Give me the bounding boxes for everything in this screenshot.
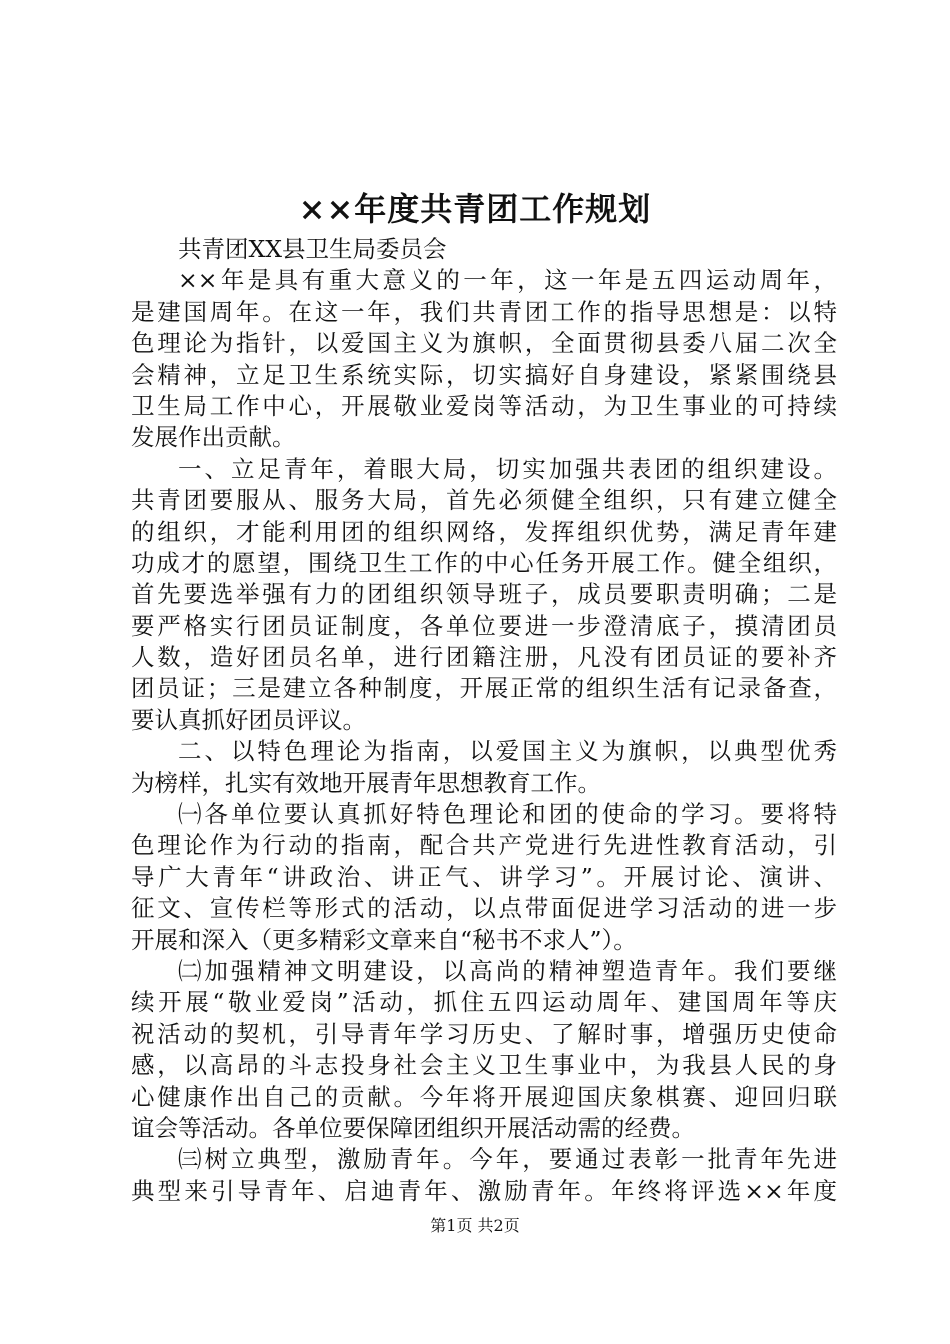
body-line: ××年是具有重大意义的一年，这一年是五四运动周年， [178,266,837,295]
body-line: ㈡加强精神文明建设，以高尚的精神塑造青年。我们要继 [178,956,837,985]
body-line: 是建国周年。在这一年，我们共青团工作的指导思想是：以特 [131,297,837,326]
document-body [131,234,837,1207]
body-line: 会精神，立足卫生系统实际，切实搞好自身建设，紧紧围绕县 [131,360,837,389]
body-line: 色理论作为行动的指南，配合共产党进行先进性教育活动，引 [131,831,837,860]
body-line: ㈢树立典型，激励青年。今年，要通过表彰一批青年先进 [178,1145,837,1174]
body-line: 人数，造好团员名单，进行团籍注册，凡没有团员证的要补齐 [131,643,837,672]
body-line: 首先要选举强有力的团组织领导班子，成员要职责明确；二是 [131,580,837,609]
body-line: 团员证；三是建立各种制度，开展正常的组织生活有记录备查， [131,674,837,703]
body-line: 为榜样，扎实有效地开展青年思想教育工作。 [131,768,601,797]
body-line: 的组织，才能利用团的组织网络，发挥组织优势，满足青年建 [131,517,837,546]
body-line: 征文、宣传栏等形式的活动，以点带面促进学习活动的进一步 [131,894,837,923]
body-line: 共青团要服从、服务大局，首先必须健全组织，只有建立健全 [131,486,837,515]
body-line: 导广大青年“讲政治、讲正气、讲学习”。开展讨论、演讲、 [131,862,837,891]
body-line: 心健康作出自己的贡献。今年将开展迎国庆象棋赛、迎回归联 [131,1082,837,1111]
body-line: 要严格实行团员证制度，各单位要进一步澄清底子，摸清团员 [131,611,837,640]
page-footer: 第1页 共2页 [430,1216,520,1235]
body-line: ㈠各单位要认真抓好特色理论和团的使命的学习。要将特 [178,800,837,829]
body-line: 色理论为指针，以爱国主义为旗帜，全面贯彻县委八届二次全 [131,329,837,358]
body-line: 典型来引导青年、启迪青年、激励青年。年终将评选××年度 [131,1176,837,1205]
body-line: 共青团XX县卫生局委员会 [178,235,447,263]
body-line: 卫生局工作中心，开展敬业爱岗等活动，为卫生事业的可持续 [131,391,837,420]
document-title: ××年度共青团工作规划 [298,190,652,228]
body-line: 二、以特色理论为指南，以爱国主义为旗帜，以典型优秀 [178,737,837,766]
body-line: 祝活动的契机，引导青年学习历史、了解时事，增强历史使命 [131,1019,837,1048]
body-line: 感，以高昂的斗志投身社会主义卫生事业中，为我县人民的身 [131,1051,837,1080]
body-line: 功成才的愿望，围绕卫生工作的中心任务开展工作。健全组织， [131,548,837,577]
body-line: 要认真抓好团员评议。 [131,705,366,734]
body-line: 续开展“敬业爱岗”活动，抓住五四运动周年、建国周年等庆 [131,988,837,1017]
body-line: 谊会等活动。各单位要保障团组织开展活动需的经费。 [131,1113,695,1142]
body-line: 发展作出贡献。 [131,423,296,452]
body-line: 一、立足青年，着眼大局，切实加强共表团的组织建设。 [178,454,837,483]
body-line: 开展和深入（更多精彩文章来自“秘书不求人”）。 [131,925,637,954]
